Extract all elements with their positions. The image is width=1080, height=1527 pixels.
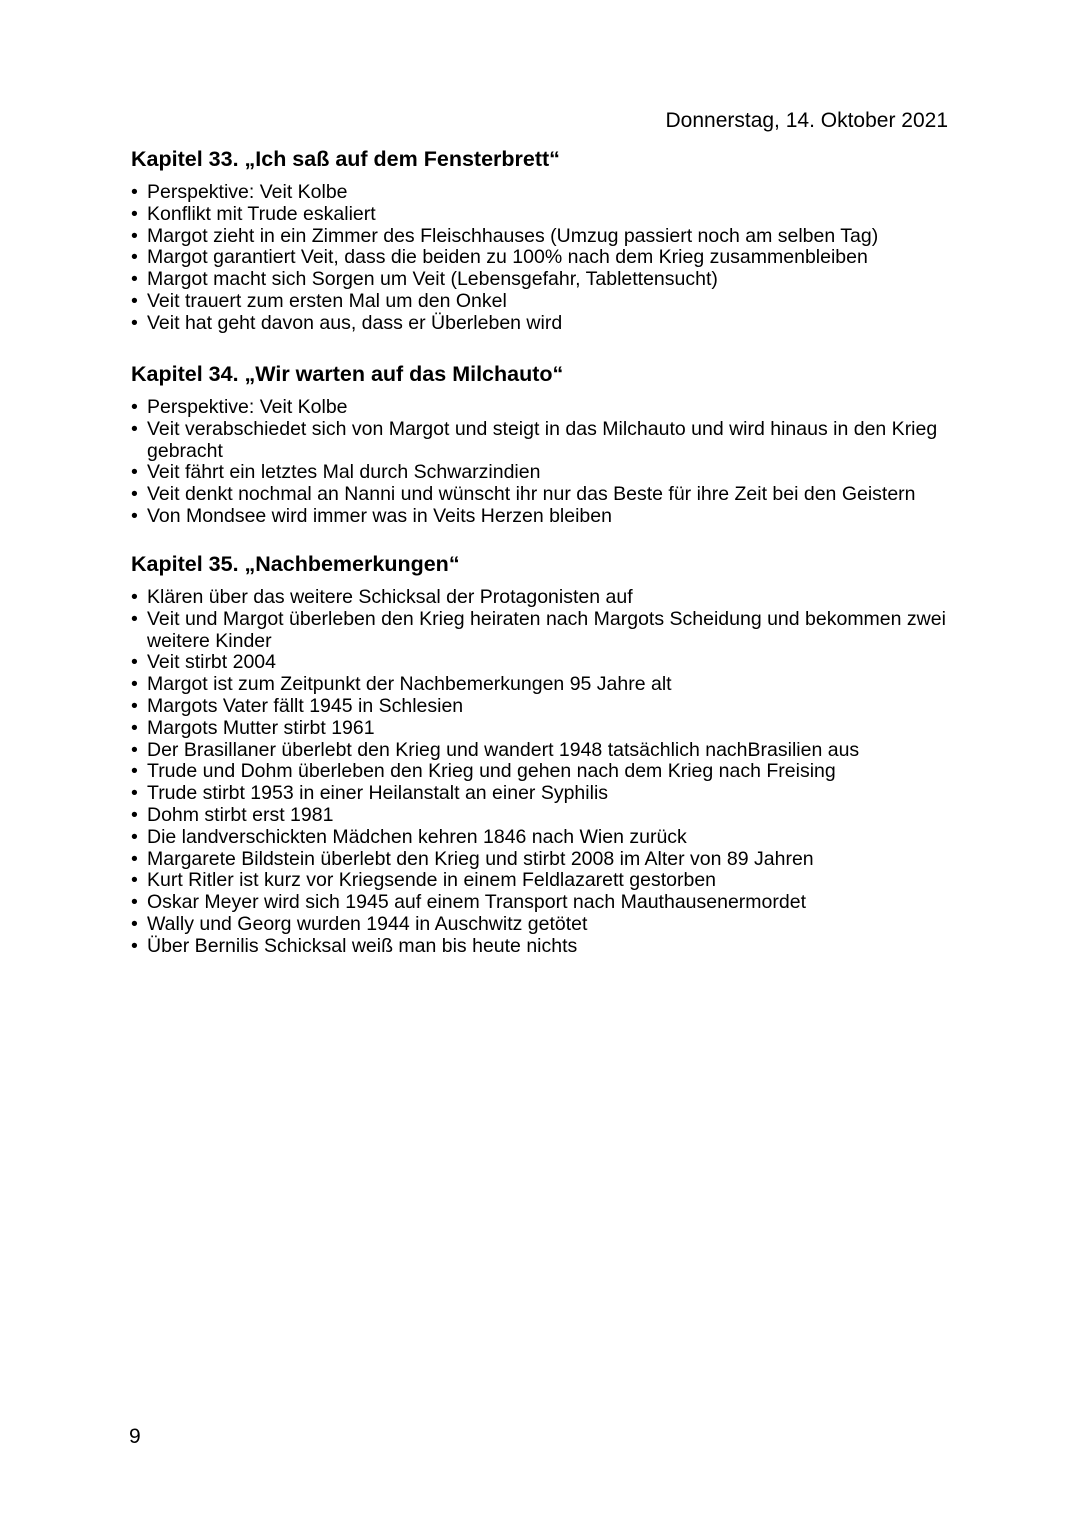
- list-item: • Margot zieht in ein Zimmer des Fleischhauses (Umzug passiert noch am selben Tag): [131, 226, 951, 248]
- list-item: • Margot ist zum Zeitpunkt der Nachbemerkungen 95 Jahre alt: [131, 674, 951, 696]
- list-item: • Veit und Margot überleben den Krieg heiraten nach Margots Scheidung und bekommen zwei weitere Kinder: [131, 609, 951, 653]
- list-item: • Trude stirbt 1953 in einer Heilanstalt an einer Syphilis: [131, 783, 951, 805]
- chapter-35-list: [131, 587, 951, 958]
- chapter-34-section: [131, 361, 951, 528]
- list-item: • Kurt Ritler ist kurz vor Kriegsende in einem Feldlazarett gestorben: [131, 870, 951, 892]
- page-date: Donnerstag, 14. Oktober 2021: [665, 109, 948, 132]
- list-item: • Perspektive: Veit Kolbe: [131, 397, 951, 419]
- list-item: • Oskar Meyer wird sich 1945 auf einem Transport nach Mauthausenermordet: [131, 892, 951, 914]
- list-item: • Wally und Georg wurden 1944 in Auschwitz getötet: [131, 914, 951, 936]
- list-item: • Margarete Bildstein überlebt den Krieg und stirbt 2008 im Alter von 89 Jahren: [131, 849, 951, 871]
- page-number: 9: [129, 1425, 141, 1448]
- list-item: • Veit stirbt 2004: [131, 652, 951, 674]
- list-item: • Margot garantiert Veit, dass die beiden zu 100% nach dem Krieg zusammenbleiben: [131, 247, 951, 269]
- chapter-34-title: Kapitel 34. „Wir warten auf das Milchauto“: [131, 362, 564, 386]
- list-item: • Die landverschickten Mädchen kehren 1846 nach Wien zurück: [131, 827, 951, 849]
- list-item: • Klären über das weitere Schicksal der Protagonisten auf: [131, 587, 951, 609]
- list-item: • Dohm stirbt erst 1981: [131, 805, 951, 827]
- list-item: • Perspektive: Veit Kolbe: [131, 182, 951, 204]
- list-item: • Veit verabschiedet sich von Margot und steigt in das Milchauto und wird hinaus in den Krieg gebracht: [131, 419, 951, 463]
- list-item: • Veit trauert zum ersten Mal um den Onkel: [131, 291, 951, 313]
- list-item: • Margots Vater fällt 1945 in Schlesien: [131, 696, 951, 718]
- chapter-35-title: Kapitel 35. „Nachbemerkungen“: [131, 552, 460, 576]
- list-item: • Konflikt mit Trude eskaliert: [131, 204, 951, 226]
- chapter-35-section: [131, 551, 951, 958]
- chapter-33-section: [131, 146, 951, 335]
- list-item: • Veit hat geht davon aus, dass er Überleben wird: [131, 313, 951, 335]
- list-item: • Veit denkt nochmal an Nanni und wünscht ihr nur das Beste für ihre Zeit bei den Geistern: [131, 484, 951, 506]
- list-item: • Margot macht sich Sorgen um Veit (Lebensgefahr, Tablettensucht): [131, 269, 951, 291]
- chapter-34-list: [131, 397, 951, 528]
- list-item: • Über Bernilis Schicksal weiß man bis heute nichts: [131, 936, 951, 958]
- list-item: • Der Brasillaner überlebt den Krieg und wandert 1948 tatsächlich nachBrasilien aus: [131, 740, 951, 762]
- chapter-33-list: [131, 182, 951, 335]
- list-item: • Von Mondsee wird immer was in Veits Herzen bleiben: [131, 506, 951, 528]
- list-item: • Margots Mutter stirbt 1961: [131, 718, 951, 740]
- chapter-33-title: Kapitel 33. „Ich saß auf dem Fensterbrett“: [131, 147, 560, 171]
- list-item: • Veit fährt ein letztes Mal durch Schwarzindien: [131, 462, 951, 484]
- list-item: • Trude und Dohm überleben den Krieg und gehen nach dem Krieg nach Freising: [131, 761, 951, 783]
